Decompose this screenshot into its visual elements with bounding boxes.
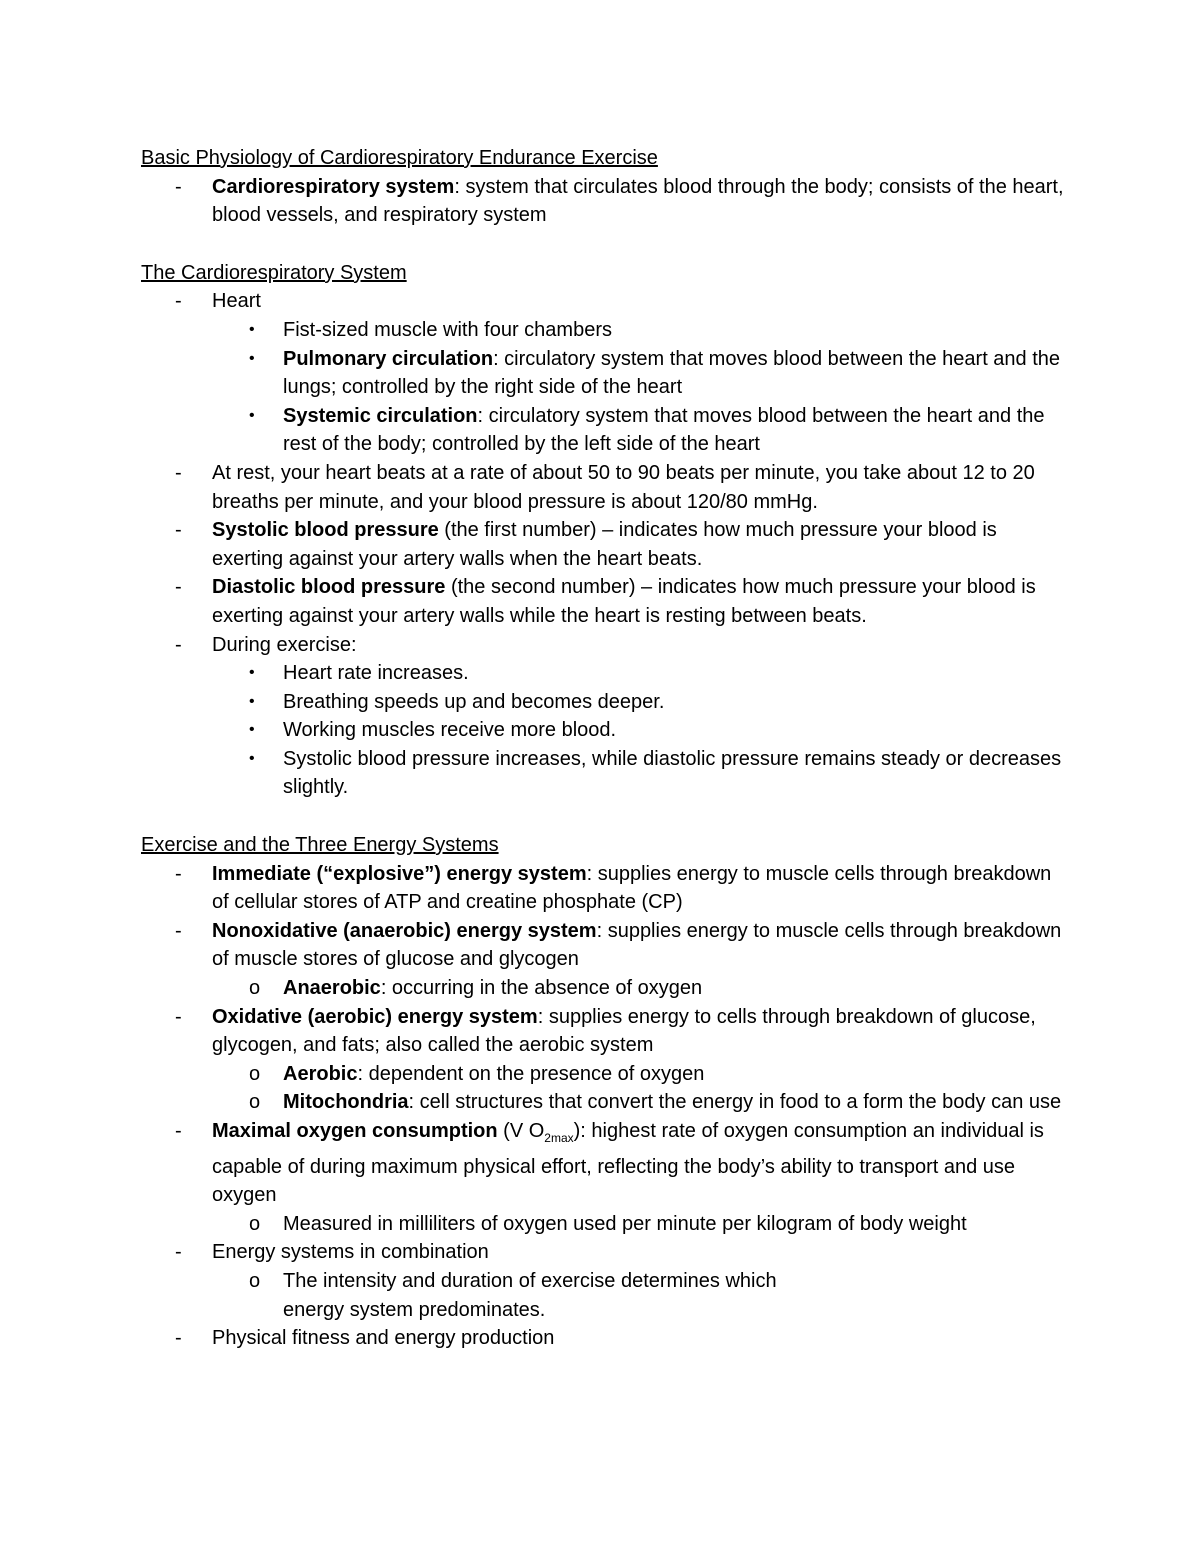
dash-marker: - [175, 1120, 182, 1142]
term: Mitochondria [283, 1091, 409, 1114]
bullet-marker: • [249, 349, 255, 367]
bullet-marker: • [249, 320, 255, 338]
definition: : dependent on the presence of oxygen [357, 1062, 705, 1085]
dash-marker: - [175, 175, 182, 198]
dash-marker: - [175, 519, 182, 542]
item-text: Fist-sized muscle with four chambers [283, 318, 612, 341]
term: Pulmonary circulation [283, 347, 494, 370]
item-text: Physical fitness and energy production [212, 1327, 555, 1350]
list-item [141, 316, 1070, 345]
definition: : system that circulates blood through the body; consists of the heart, blood vessels, and respiratory system [212, 175, 1064, 227]
definition: : cell structures that convert the energy in food to a form the body can use [408, 1091, 1062, 1114]
term: Systolic blood pressure [212, 519, 439, 542]
bullet-marker: • [249, 406, 255, 424]
item-text: At rest, your heart beats at a rate of about 50 to 90 beats per minute, you take about 12 to 20 breaths per minute, and your blood pressure is about 120/80 mmHg. [212, 461, 1035, 513]
circle-marker: o [249, 1269, 261, 1292]
list-item [141, 1210, 1070, 1239]
list-item [141, 745, 1070, 802]
term: Nonoxidative (anaerobic) energy system [212, 919, 597, 942]
dash-marker: - [175, 576, 182, 599]
bullet-marker: • [249, 664, 255, 682]
dash-marker: - [175, 461, 182, 484]
list-item [141, 1060, 1070, 1089]
circle-marker: o [249, 1212, 261, 1235]
list-item [141, 659, 1070, 688]
item-text: The intensity and duration of exercise determines which energy system predominates. [283, 1269, 777, 1321]
definition: ): highest rate of oxygen consumption an individual is capable of during maximum physical effort, reflecting the body’s ability to transport and use oxygen [212, 1120, 1044, 1207]
circle-marker: o [249, 1062, 261, 1085]
list-item [141, 688, 1070, 717]
list-item [141, 459, 1070, 516]
item-text: Breathing speeds up and becomes deeper. [283, 690, 665, 713]
dash-marker: - [175, 862, 182, 885]
list-item [141, 1003, 1070, 1060]
term: Immediate (“explosive”) energy system [212, 862, 587, 885]
list-item [141, 287, 1070, 316]
definition: (the second number) – indicates how much pressure your blood is exerting against your artery walls while the heart is resting between beats. [212, 576, 1036, 627]
list-item [141, 516, 1070, 573]
section-heading-cardiorespiratory-system: The Cardiorespiratory System [141, 261, 407, 284]
dash-marker: - [175, 919, 182, 942]
circle-marker: o [249, 1091, 261, 1114]
definition: : supplies energy to muscle cells through breakdown of cellular stores of ATP and creatine phosphate (CP) [212, 862, 1052, 914]
list-item [141, 1267, 1070, 1324]
list-item [141, 917, 1070, 974]
dash-marker: - [175, 1327, 182, 1350]
subscript: 2max [544, 1131, 574, 1145]
term: Maximal oxygen consumption [212, 1120, 498, 1142]
dash-marker: - [175, 290, 182, 313]
bullet-marker: • [249, 721, 255, 739]
list-item [141, 1238, 1070, 1267]
dash-marker: - [175, 1005, 182, 1028]
definition: : circulatory system that moves blood between the heart and the lungs; controlled by the right side of the heart [283, 347, 1061, 399]
term: Anaerobic [283, 977, 381, 1000]
term: Systemic circulation [283, 404, 478, 427]
list-item [141, 1117, 1070, 1210]
list-item [141, 860, 1070, 917]
item-text: Systolic blood pressure increases, while diastolic pressure remains steady or decreases slightly. [283, 747, 1062, 799]
term: Cardiorespiratory system [212, 175, 455, 198]
list-item [141, 173, 1070, 230]
item-text: Measured in milliliters of oxygen used per minute per kilogram of body weight [283, 1212, 967, 1235]
list-item [141, 974, 1070, 1003]
list-item [141, 716, 1070, 745]
dash-marker: - [175, 633, 182, 656]
definition: : supplies energy to muscle cells through breakdown of muscle stores of glucose and glycogen [212, 919, 1062, 971]
definition: : occurring in the absence of oxygen [380, 977, 703, 1000]
definition: (the first number) – indicates how much pressure your blood is exerting against your artery walls when the heart beats. [212, 519, 997, 570]
bullet-marker: • [249, 692, 255, 710]
item-text: Heart [212, 290, 261, 313]
section-heading-energy-systems: Exercise and the Three Energy Systems [141, 834, 499, 857]
item-text: Heart rate increases. [283, 662, 469, 685]
item-text: During exercise: [212, 633, 357, 656]
item-text: Energy systems in combination [212, 1241, 489, 1264]
item-text: Working muscles receive more blood. [283, 719, 617, 742]
term: Diastolic blood pressure [212, 576, 446, 599]
circle-marker: o [249, 977, 261, 1000]
definition: : circulatory system that moves blood between the heart and the rest of the body; controlled by the left side of the heart [283, 404, 1045, 456]
term: Aerobic [283, 1062, 358, 1085]
bullet-marker: • [249, 749, 255, 767]
dash-marker: - [175, 1241, 182, 1264]
list-item [141, 573, 1070, 630]
list-item [141, 402, 1070, 459]
list-item [141, 1324, 1070, 1353]
definition-prefix: (V O [497, 1120, 545, 1142]
list-item [141, 631, 1070, 660]
list-item [141, 1088, 1070, 1117]
definition: : supplies energy to cells through breakdown of glucose, glycogen, and fats; also called the aerobic system [212, 1005, 1036, 1057]
term: Oxidative (aerobic) energy system [212, 1005, 538, 1028]
section-heading-basic-physiology: Basic Physiology of Cardiorespiratory Endurance Exercise [141, 147, 658, 169]
list-item [141, 345, 1070, 402]
